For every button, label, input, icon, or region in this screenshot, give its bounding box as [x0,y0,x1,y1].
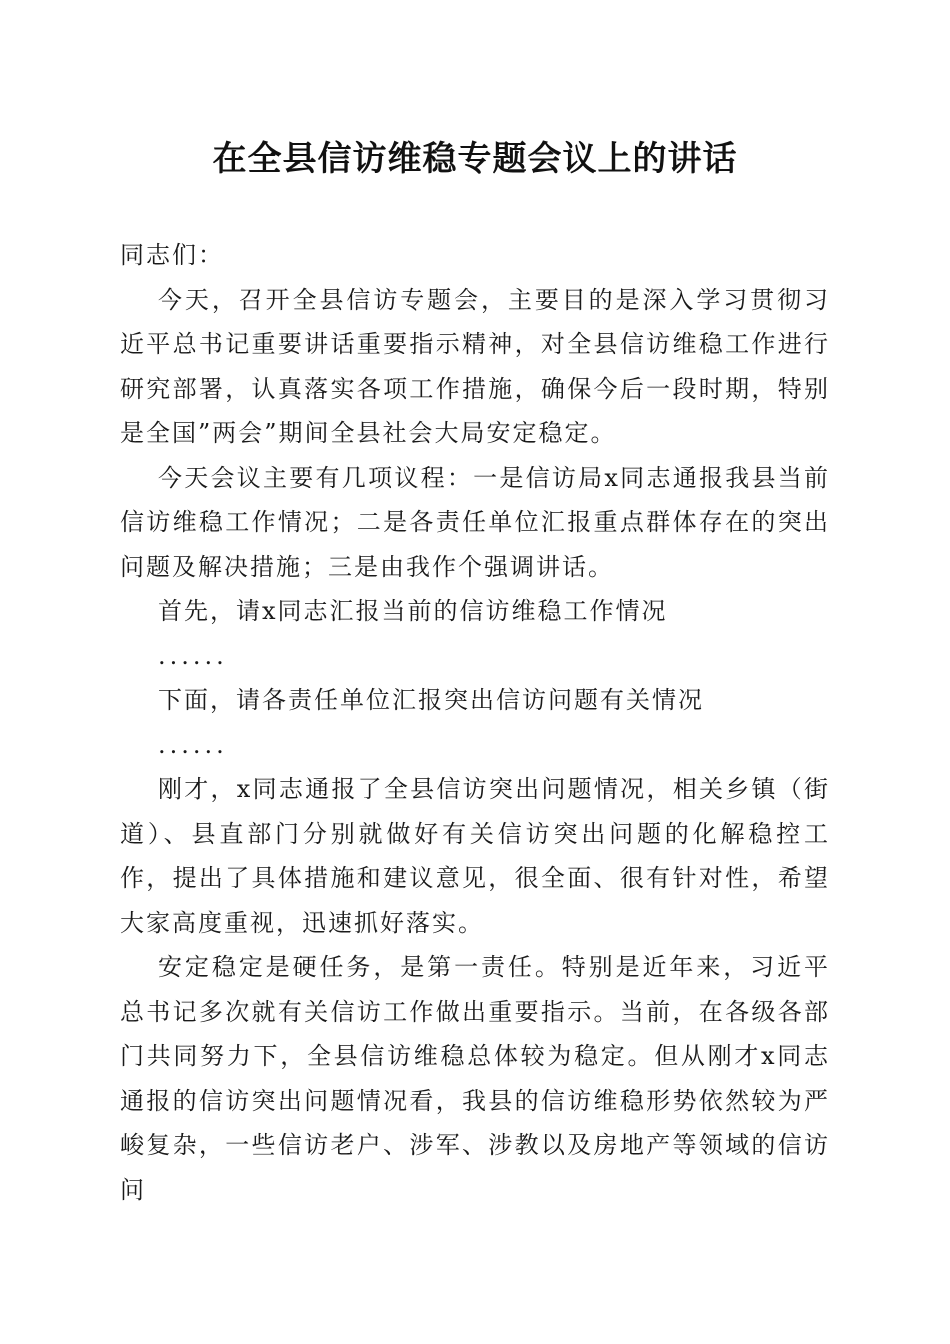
ellipsis-1: ...... [158,641,228,670]
paragraph-agenda: 今天会议主要有几项议程：一是信访局x同志通报我县当前信访维稳工作情况；二是各责任单位汇报重点群体存在的突出问题及解决措施；三是由我作个强调讲话。 [120,463,830,581]
paragraph-unit-reports: 下面，请各责任单位汇报突出信访问题有关情况 [158,686,704,714]
paragraph-summary: 刚才，x同志通报了全县信访突出问题情况，相关乡镇（街道）、县直部门分别就做好有关信访突出问题的化解稳控工作，提出了具体措施和建议意见，很全面、很有针对性，希望大家高度重视，迅速抓好落实。 [120,775,830,937]
paragraph-situation: 安定稳定是硬任务，是第一责任。特别是近年来，习近平总书记多次就有关信访工作做出重要指示。当前，在各级各部门共同努力下，全县信访维稳总体较为稳定。但从刚才x同志通报的信访突出问题情况看，我县的信访维稳形势依然较为严峻复杂，一些信访老户、涉军、涉教以及房地产等领域的信访问 [120,953,830,1204]
document-body [120,233,830,1212]
document-title: 在全县信访维稳专题会议上的讲话 [212,139,738,179]
paragraph-opening: 今天，召开全县信访专题会，主要目的是深入学习贯彻习近平总书记重要讲话重要指示精神，对全县信访维稳工作进行研究部署，认真落实各项工作措施，确保今后一段时期，特别是全国”两会”期间全县社会大局安定稳定。 [120,285,830,447]
ellipsis-2: ...... [158,730,228,759]
salutation: 同志们： [120,241,224,269]
paragraph-first-report: 首先，请x同志汇报当前的信访维稳工作情况 [158,597,668,625]
